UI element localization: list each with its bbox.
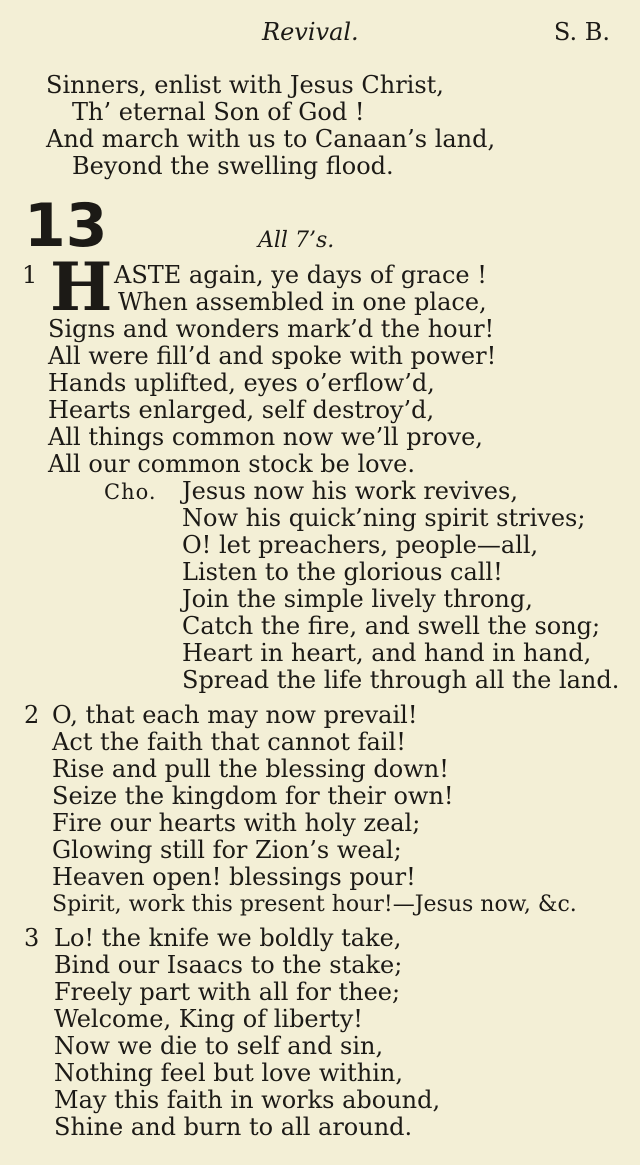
verse3-line-1: Lo! the knife we boldly take, (54, 924, 402, 952)
verse1-line-3: Signs and wonders mark’d the hour! (48, 315, 495, 343)
prev-line-3: And march with us to Canaan’s land, (46, 125, 496, 153)
verse1-line-6: Hearts enlarged, self destroy’d, (48, 396, 435, 424)
chorus-line-5: Join the simple lively throng, (182, 585, 533, 613)
running-header (0, 14, 640, 54)
verse2-line-8: Spirit, work this present hour!—Jesus now, &c. (52, 892, 577, 917)
chorus-line-8: Spread the life through all the land. (182, 666, 620, 694)
verse2-line-2: Act the faith that cannot fail! (52, 728, 406, 756)
section-title: Revival. (262, 18, 359, 46)
prev-line-2: Th’ eternal Son of God ! (72, 98, 365, 126)
verse-number-1: 1 (22, 261, 38, 289)
chorus-line-6: Catch the fire, and swell the song; (182, 612, 601, 640)
verse2-line-3: Rise and pull the blessing down! (52, 755, 449, 783)
prev-line-4: Beyond the swelling flood. (72, 152, 394, 180)
prev-line-1: Sinners, enlist with Jesus Christ, (46, 71, 444, 99)
page-marker: S. B. (553, 18, 610, 46)
verse2-line-4: Seize the kingdom for their own! (52, 782, 454, 810)
verse2-line-6: Glowing still for Zion’s weal; (52, 836, 402, 864)
verse1-line-7: All things common now we’ll prove, (48, 423, 483, 451)
chorus-line-3: O! let preachers, people—all, (182, 531, 539, 559)
chorus-line-4: Listen to the glorious call! (182, 558, 503, 586)
chorus-line-2: Now his quick’ning spirit strives; (182, 504, 586, 532)
verse3-line-8: Shine and burn to all around. (54, 1113, 413, 1141)
verse1-line-2: When assembled in one place, (118, 288, 487, 316)
chorus-line-1: Jesus now his work revives, (182, 477, 518, 505)
verse2-line-1: O, that each may now prevail! (52, 701, 418, 729)
verse-number-2: 2 (24, 701, 40, 729)
verse3-line-4: Welcome, King of liberty! (54, 1005, 363, 1033)
verse1-line-4: All were fill’d and spoke with power! (48, 342, 497, 370)
hymn-number: 13 (24, 191, 108, 261)
verse2-line-5: Fire our hearts with holy zeal; (52, 809, 421, 837)
verse1-line-1: ASTE again, ye days of grace ! (114, 261, 487, 289)
drop-cap: H (50, 248, 113, 326)
verse3-line-7: May this faith in works abound, (54, 1086, 441, 1114)
verse1-line-8: All our common stock be love. (48, 450, 415, 478)
verse-number-3: 3 (24, 924, 40, 952)
verse2-line-7: Heaven open! blessings pour! (52, 863, 416, 891)
verse3-line-6: Nothing feel but love within, (54, 1059, 403, 1087)
verse3-line-2: Bind our Isaacs to the stake; (54, 951, 403, 979)
verse3-line-3: Freely part with all for thee; (54, 978, 401, 1006)
chorus-line-7: Heart in heart, and hand in hand, (182, 639, 592, 667)
chorus-label: Cho. (104, 480, 157, 504)
verse1-line-5: Hands uplifted, eyes o’erflow’d, (48, 369, 435, 397)
verse3-line-5: Now we die to self and sin, (54, 1032, 384, 1060)
hymn-meter: All 7’s. (258, 228, 335, 253)
